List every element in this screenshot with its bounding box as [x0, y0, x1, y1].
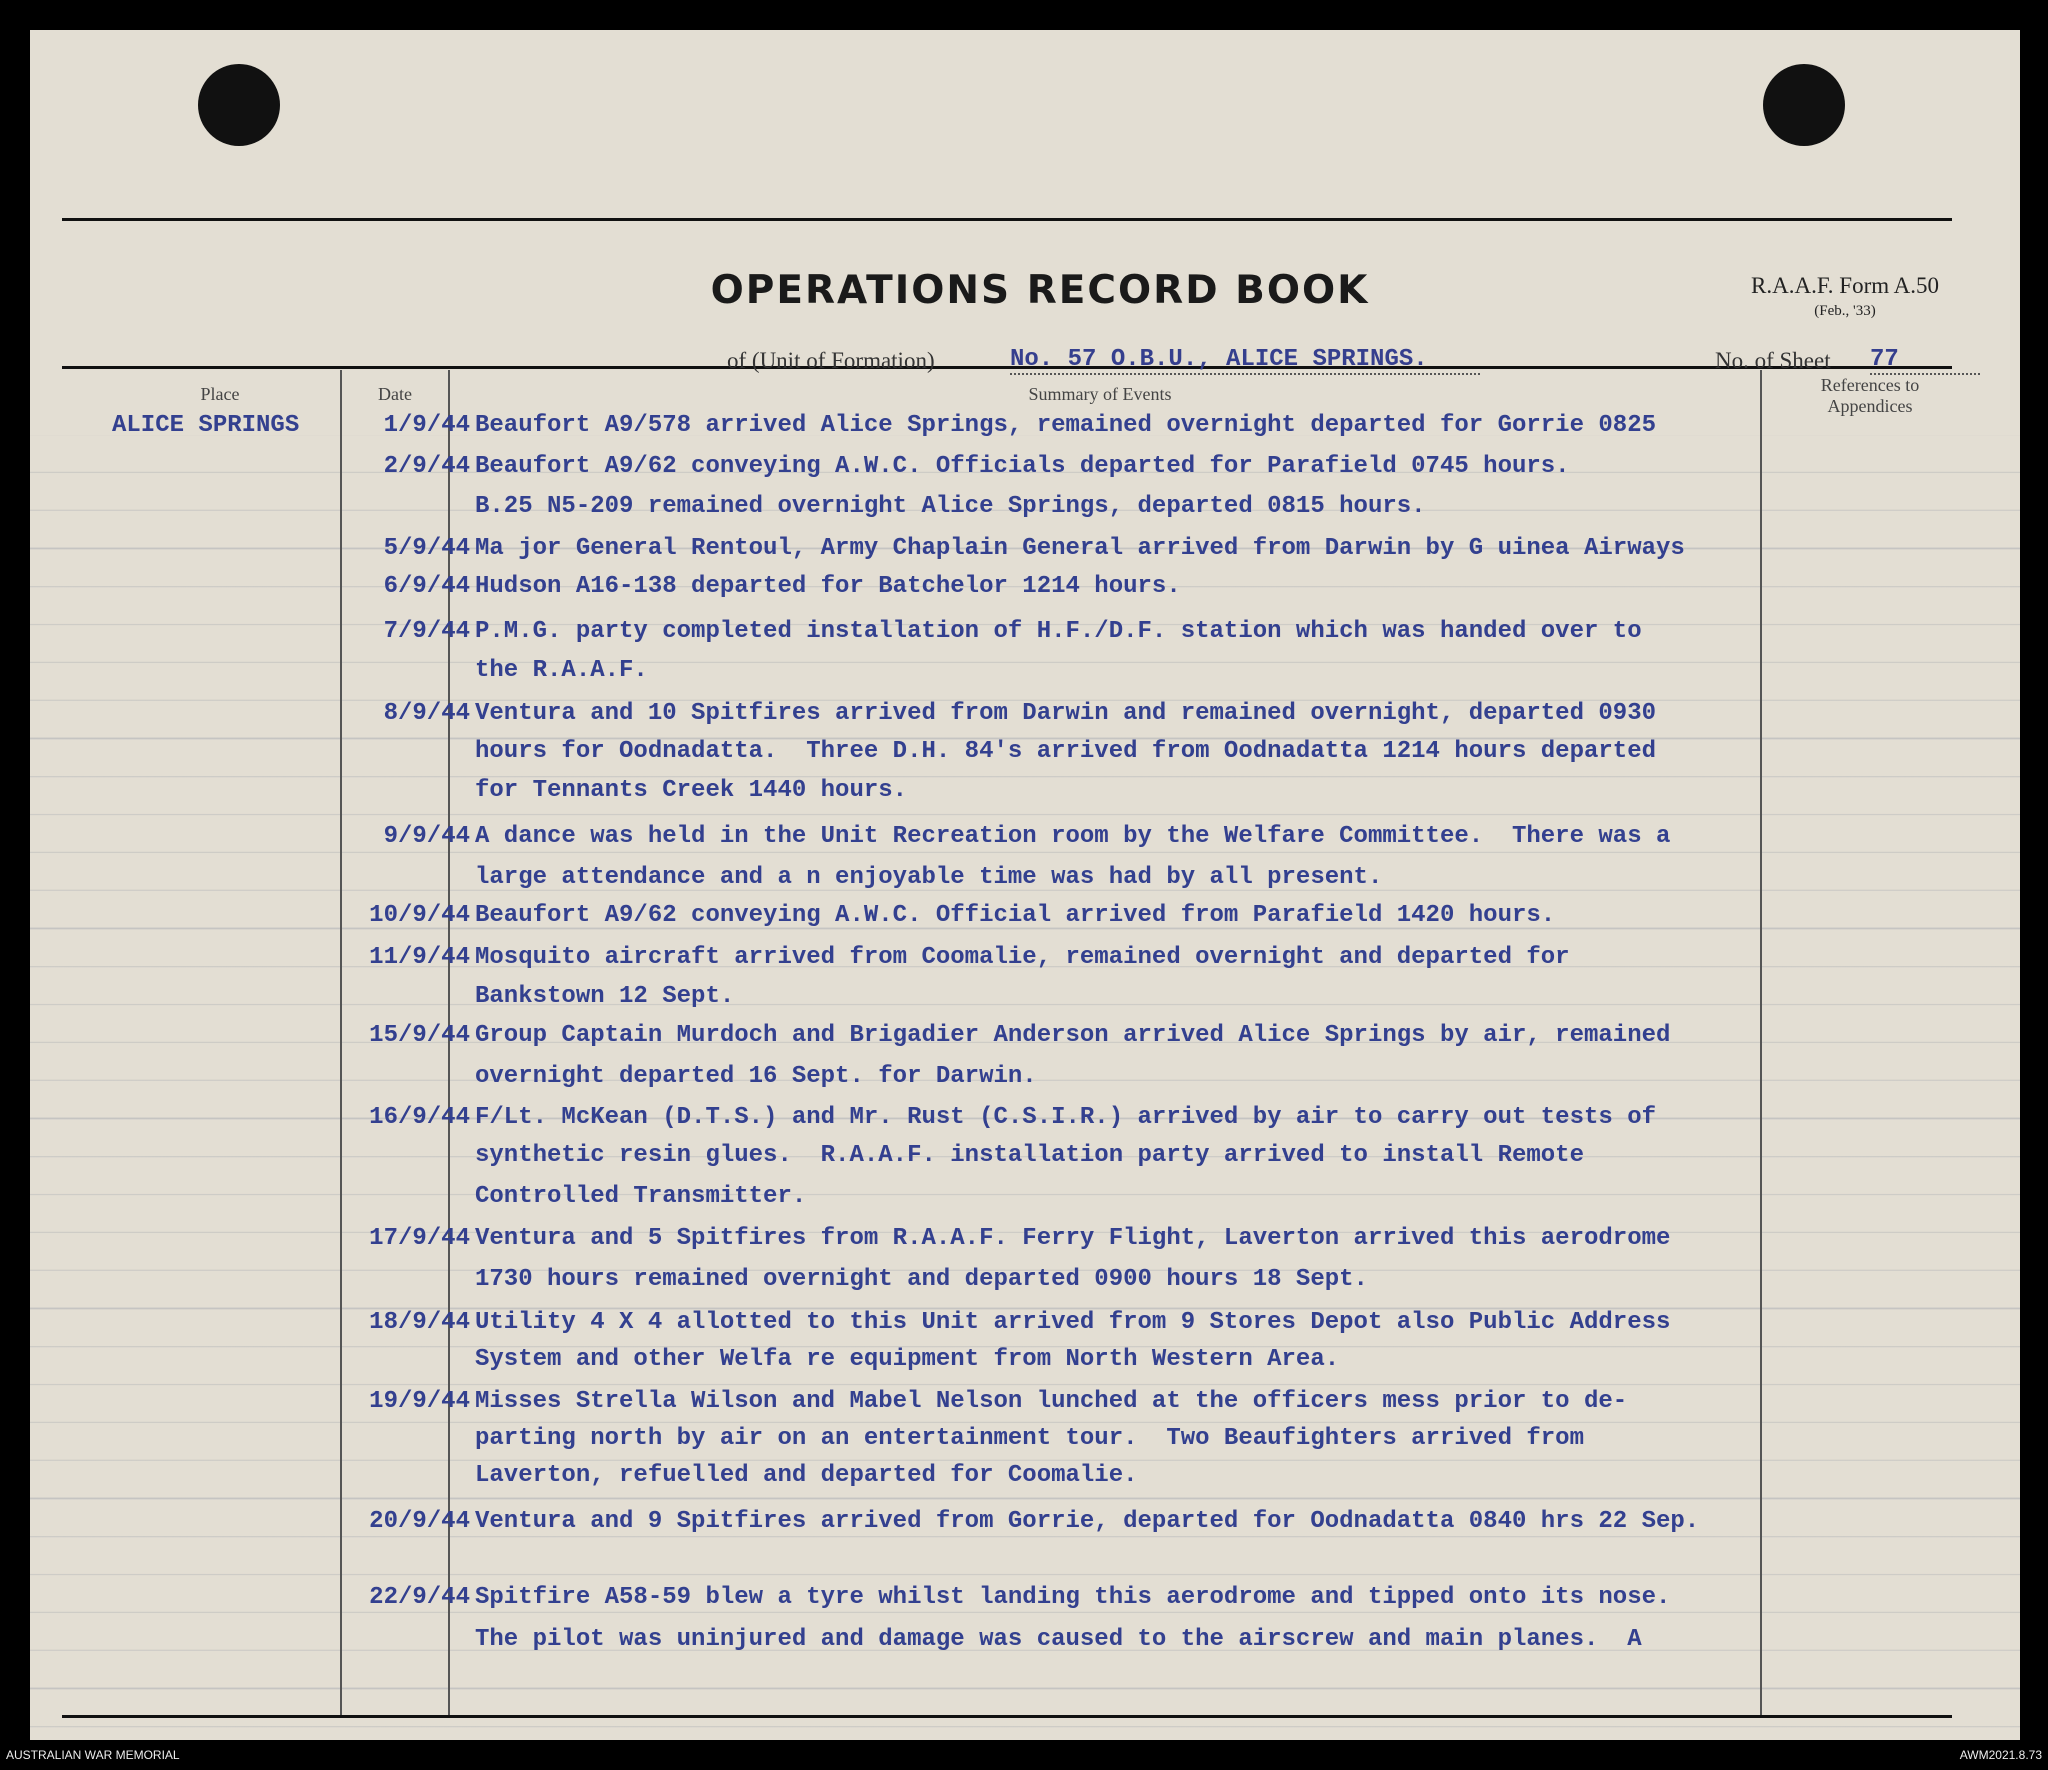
form-code: R.A.A.F. Form A.50: [1751, 273, 1939, 298]
record-sheet: [30, 30, 2020, 1740]
bottom-rule: [62, 1715, 1952, 1718]
column-header-references: References to: [1820, 375, 1920, 395]
entry-line: A dance was held in the Unit Recreation room by the Welfare Committee. There was a: [475, 823, 1671, 850]
column-header-references-2: Appendices: [1827, 396, 1913, 416]
entry-date: 16/9/44: [369, 1104, 470, 1131]
unit-value: No. 57 O.B.U., ALICE SPRINGS.: [1010, 346, 1480, 375]
entry-date: 19/9/44: [369, 1388, 470, 1415]
entry-line: Misses Strella Wilson and Mabel Nelson lunched at the officers mess prior to de-: [475, 1388, 1628, 1415]
entry-line: Bankstown 12 Sept.: [475, 983, 735, 1010]
entry-date: 11/9/44: [369, 944, 470, 971]
entry-line: Hudson A16-138 departed for Batchelor 1214 hours.: [475, 573, 1181, 600]
entry-line: Ventura and 10 Spitfires arrived from Darwin and remained overnight, departed 0930: [475, 700, 1656, 727]
entry-line: Controlled Transmitter.: [475, 1183, 807, 1210]
column-header-place: Place: [200, 384, 240, 404]
entry-line: The pilot was uninjured and damage was caused to the airscrew and main planes. A: [475, 1626, 1642, 1653]
header-rule: [62, 366, 1952, 369]
divider-summary-references: [1760, 370, 1762, 1715]
entry-date: 22/9/44: [369, 1584, 470, 1611]
column-header-summary: Summary of Events: [1028, 384, 1172, 404]
place-value: ALICE SPRINGS: [112, 412, 300, 439]
entry-line: large attendance and a n enjoyable time was had by all present.: [475, 864, 1383, 891]
entry-line: for Tennants Creek 1440 hours.: [475, 777, 908, 804]
footer-credit: AUSTRALIAN WAR MEMORIAL: [6, 1748, 180, 1762]
page-title: OPERATIONS RECORD BOOK: [710, 268, 1370, 313]
entry-line: Ma jor General Rentoul, Army Chaplain General arrived from Darwin by G uinea Airways: [475, 535, 1685, 562]
punch-hole-left: [198, 64, 280, 146]
entry-line: synthetic resin glues. R.A.A.F. installation party arrived to install Remote: [475, 1142, 1584, 1169]
entry-line: parting north by air on an entertainment tour. Two Beaufighters arrived from: [475, 1425, 1584, 1452]
entry-line: P.M.G. party completed installation of H.F./D.F. station which was handed over to: [475, 618, 1642, 645]
entry-date: 5/9/44: [383, 535, 470, 562]
entry-line: Ventura and 5 Spitfires from R.A.A.F. Ferry Flight, Laverton arrived this aerodrome: [475, 1225, 1671, 1252]
entry-date: 7/9/44: [383, 618, 470, 645]
punch-hole-right: [1763, 64, 1845, 146]
entry-line: Beaufort A9/62 conveying A.W.C. Officials departed for Parafield 0745 hours.: [475, 453, 1570, 480]
entry-date: 10/9/44: [369, 902, 470, 929]
footer-accession: AWM2021.8.73: [1959, 1748, 2042, 1762]
column-header-date: Date: [378, 384, 412, 404]
entry-line: Mosquito aircraft arrived from Coomalie, remained overnight and departed for: [475, 944, 1570, 971]
entry-line: the R.A.A.F.: [475, 657, 648, 684]
entry-date: 20/9/44: [369, 1508, 470, 1535]
entry-date: 2/9/44: [383, 453, 470, 480]
form-date: (Feb., '33): [1814, 303, 1876, 319]
top-rule: [62, 218, 1952, 221]
entry-line: 1730 hours remained overnight and departed 0900 hours 18 Sept.: [475, 1266, 1368, 1293]
entry-line: hours for Oodnadatta. Three D.H. 84's arrived from Oodnadatta 1214 hours departed: [475, 738, 1656, 765]
entry-line: Ventura and 9 Spitfires arrived from Gorrie, departed for Oodnadatta 0840 hrs 22 Sep.: [475, 1508, 1700, 1535]
entry-line: System and other Welfa re equipment from North Western Area.: [475, 1346, 1340, 1373]
entry-date: 18/9/44: [369, 1309, 470, 1336]
unit-label: of (Unit of Formation): [727, 348, 935, 373]
entry-date: 6/9/44: [383, 573, 470, 600]
entry-line: Spitfire A58-59 blew a tyre whilst landing this aerodrome and tipped onto its nose.: [475, 1584, 1671, 1611]
entry-line: Laverton, refuelled and departed for Coomalie.: [475, 1462, 1138, 1489]
entry-line: Beaufort A9/578 arrived Alice Springs, remained overnight departed for Gorrie 0825: [475, 412, 1656, 439]
sheet-number-value: 77: [1870, 346, 1980, 375]
entry-line: Utility 4 X 4 allotted to this Unit arrived from 9 Stores Depot also Public Address: [475, 1309, 1671, 1336]
entry-line: Group Captain Murdoch and Brigadier Anderson arrived Alice Springs by air, remained: [475, 1022, 1671, 1049]
entry-date: 1/9/44: [383, 412, 470, 439]
entry-line: B.25 N5-209 remained overnight Alice Springs, departed 0815 hours.: [475, 493, 1426, 520]
entry-line: overnight departed 16 Sept. for Darwin.: [475, 1063, 1037, 1090]
sheet-number-label: No. of Sheet: [1715, 348, 1831, 373]
entry-date: 9/9/44: [383, 823, 470, 850]
entry-line: F/Lt. McKean (D.T.S.) and Mr. Rust (C.S.I.R.) arrived by air to carry out tests of: [475, 1104, 1656, 1131]
entry-date: 17/9/44: [369, 1225, 470, 1252]
entry-line: Beaufort A9/62 conveying A.W.C. Official arrived from Parafield 1420 hours.: [475, 902, 1556, 929]
entry-date: 15/9/44: [369, 1022, 470, 1049]
entry-date: 8/9/44: [383, 700, 470, 727]
